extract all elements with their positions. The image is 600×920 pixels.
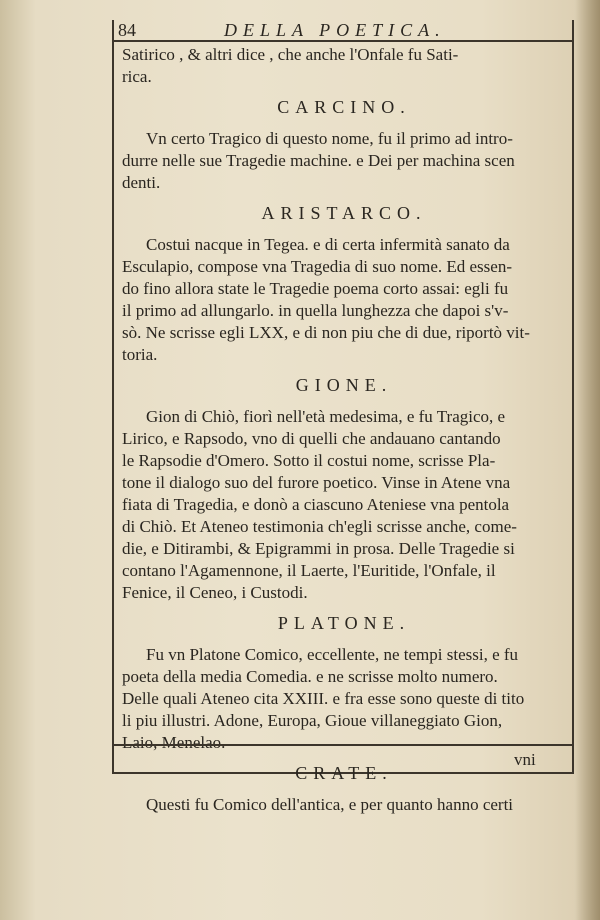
paragraph xyxy=(122,44,566,88)
page-header xyxy=(112,14,572,42)
text-line: le Rapsodie d'Omero. Sotto il costui nome, scrisse Pla- xyxy=(122,451,496,470)
text-line: Delle quali Ateneo cita XXIII. e fra esse sono queste di tito xyxy=(122,689,525,708)
text-line: sò. Ne scrisse egli LXX, e di non piu che di due, riportò vit- xyxy=(122,323,530,342)
text-line: il primo ad allungarlo. in quella lunghezza che dapoi s'v- xyxy=(122,301,509,320)
text-line: durre nelle sue Tragedie machine. e Dei per machina scen xyxy=(122,151,515,170)
text-line: poeta della media Comedia. e ne scrisse molto numero. xyxy=(122,667,498,686)
page-number: 84 xyxy=(118,20,136,40)
text-line: di Chiò. Et Ateneo testimonia ch'egli scrisse anche, come- xyxy=(122,517,517,536)
text-line: Costui nacque in Tegea. e di certa infermità sanato da xyxy=(146,235,510,254)
text-line: Satirico , & altri dice , che anche l'Onfale fu Sati- xyxy=(122,45,459,64)
text-line: li piu illustri. Adone, Europa, Gioue villaneggiato Gion, xyxy=(122,711,503,730)
bottom-rule xyxy=(112,744,572,746)
text-line: Gion di Chiò, fiorì nell'età medesima, e fu Tragico, e xyxy=(146,407,506,426)
running-head: DELLA POETICA. xyxy=(224,20,446,40)
paragraph xyxy=(122,794,566,816)
body-text xyxy=(122,44,566,816)
paragraph xyxy=(122,128,566,194)
text-line: Laio, Menelao. xyxy=(122,733,226,752)
text-line: Questi fu Comico dell'antica, e per quanto hanno certi xyxy=(146,795,514,814)
page-gutter-shadow xyxy=(574,0,600,920)
section-heading: PLATONE. xyxy=(277,613,411,633)
text-line: Lirico, e Rapsodo, vno di quelli che andauano cantando xyxy=(122,429,501,448)
text-line: contano l'Agamennone, il Laerte, l'Euritide, l'Onfale, il xyxy=(122,561,496,580)
catchword: vni xyxy=(514,750,536,769)
text-line: do fino allora state le Tragedie poema corto assai: egli fu xyxy=(122,279,509,298)
text-line: Fenice, il Ceneo, i Custodi. xyxy=(122,583,308,602)
paragraph xyxy=(122,644,566,754)
text-line: fiata di Tragedia, e donò a ciascuno Ateniese vna pentola xyxy=(122,495,510,514)
text-line: die, e Ditirambi, & Epigrammi in prosa. Delle Tragedie si xyxy=(122,539,515,558)
text-line: denti. xyxy=(122,173,161,192)
paragraph xyxy=(122,234,566,366)
text-line: toria. xyxy=(122,345,158,364)
text-line: Esculapio, compose vna Tragedia di suo nome. Ed essen- xyxy=(122,257,512,276)
section-heading: CRATE. xyxy=(295,763,393,783)
section-heading: CARCINO. xyxy=(277,97,411,117)
text-line: rica. xyxy=(122,67,152,86)
text-line: Fu vn Platone Comico, eccellente, ne tempi stessi, e fu xyxy=(146,645,519,664)
section-heading: GIONE. xyxy=(295,375,393,395)
paragraph xyxy=(122,406,566,604)
text-line: Vn certo Tragico di questo nome, fu il primo ad intro- xyxy=(146,129,513,148)
text-line: tone il dialogo suo del furore poetico. Vinse in Atene vna xyxy=(122,473,511,492)
section-heading: ARISTARCO. xyxy=(261,203,427,223)
